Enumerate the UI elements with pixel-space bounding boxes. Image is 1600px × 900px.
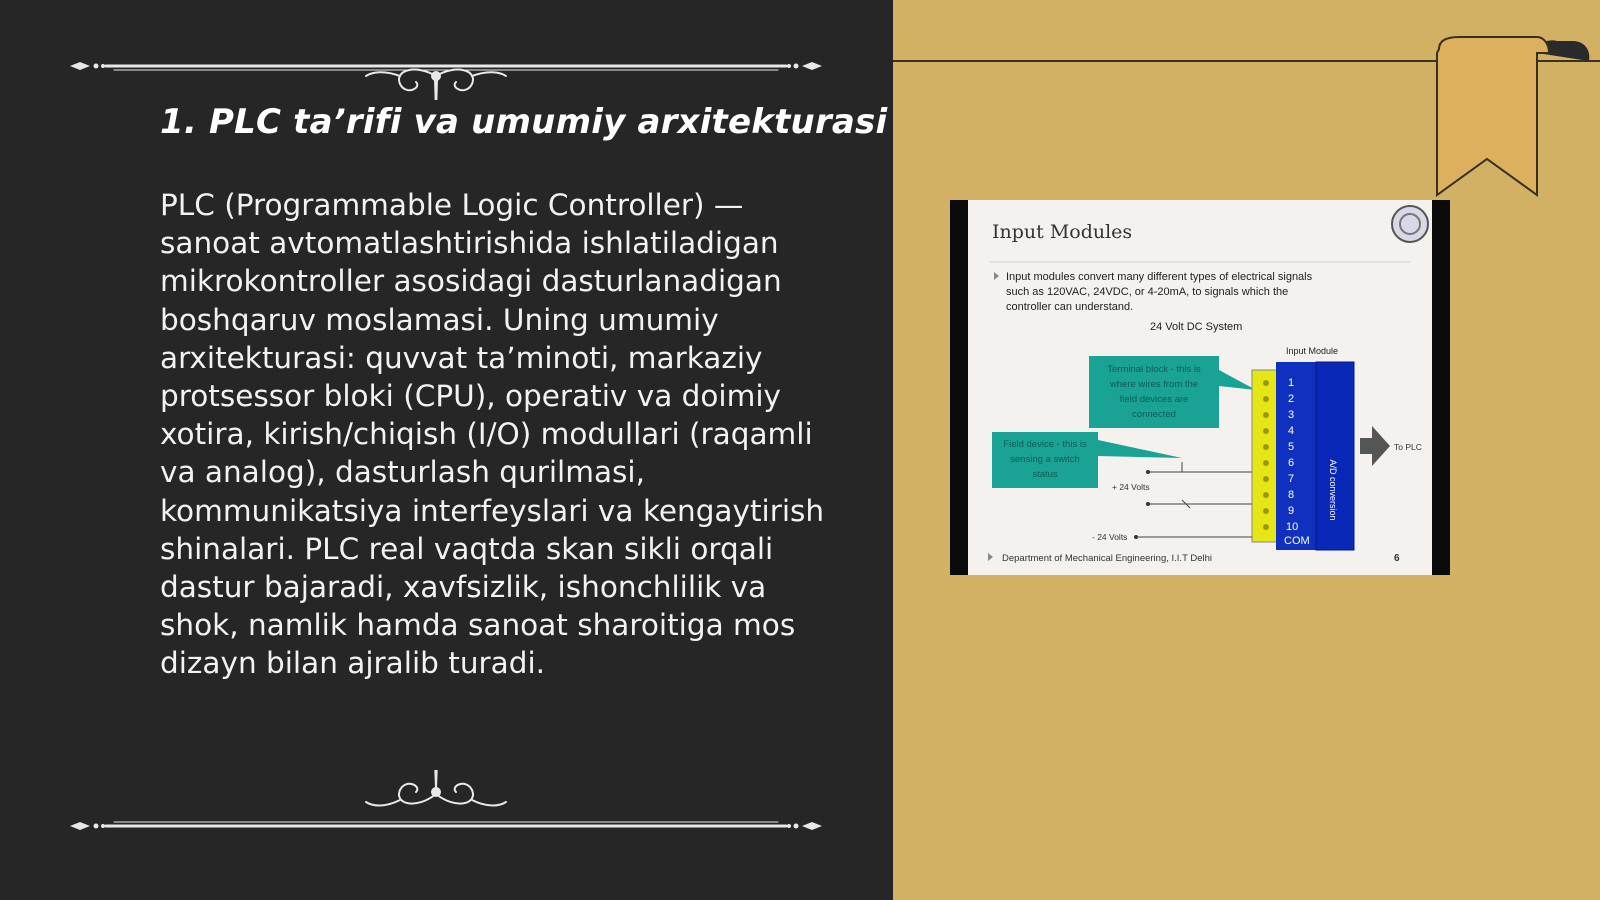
bookmark-ribbon-icon [1433,35,1600,200]
terminal-8: 8 [1288,489,1295,501]
callout2-line3: status [1032,469,1058,480]
embedded-bullet-line2: such as 120VAC, 24VDC, or 4-20mA, to signals which the [1006,286,1289,298]
embedded-page-number: 6 [1394,553,1400,564]
callout1-line3: field devices are [1119,394,1189,405]
terminal-2: 2 [1288,393,1295,405]
callout2-line1: Field device - this is [1003,439,1087,450]
terminal-6: 6 [1288,457,1295,469]
terminal-5: 5 [1288,441,1295,453]
embedded-module-label: Input Module [1286,346,1339,356]
callout1-line2: where wires from the [1109,379,1199,390]
terminal-4: 4 [1288,425,1295,437]
embedded-system-label: 24 Volt DC System [1150,321,1243,333]
terminal-9: 9 [1288,505,1295,517]
ad-conversion-label: A/D conversion [1328,459,1338,521]
terminal-com: COM [1284,535,1310,547]
slide-title: 1. PLC ta’rifi va umumiy arxitekturasi [160,102,888,142]
terminal-10: 10 [1286,521,1299,533]
embedded-bullet-line1: Input modules convert many different types of electrical signals [1006,271,1313,283]
slide-body-text: PLC (Programmable Logic Controller) — sanoat avtomatlashtirishida ishlatiladigan mikrokontroller asosidagi dasturlanadigan boshqaruv moslamasi. Uning umumiy arxitekturasi: quvvat ta’minoti, markaziy protsessor bloki (CPU), operativ va doimiy xotira, kirish/chiqish (I/O) modullari (raqamli va analog), dasturlash qurilmasi, kommunikatsiya interfeyslari va kengaytirish shinalari. PLC real vaqtda skan sikli orqali dastur bajaradi, xavfsizlik, ishonchlilik va shok, namlik hamda sanoat sharoitiga mos dizayn bilan ajralib turadi. [160,188,825,681]
callout1-line4: connected [1132,409,1176,420]
embedded-footer: Department of Mechanical Engineering, I.I.T Delhi [1002,553,1212,564]
top-ornament [66,40,826,100]
terminal-1: 1 [1288,377,1295,389]
terminal-3: 3 [1288,409,1295,421]
embedded-slide-image [950,200,1450,575]
embedded-bullet-line3: controller can understand. [1006,301,1134,313]
to-plc-label: To PLC [1394,442,1422,452]
callout2-line2: sensing a switch [1010,454,1080,465]
plus-24v-label: + 24 Volts [1112,482,1150,492]
bottom-ornament [66,770,826,830]
minus-24v-label: - 24 Volts [1092,532,1128,542]
terminal-7: 7 [1288,473,1295,485]
embedded-slide-title: Input Modules [992,221,1133,243]
callout1-line1: Terminal block - this is [1107,364,1201,375]
